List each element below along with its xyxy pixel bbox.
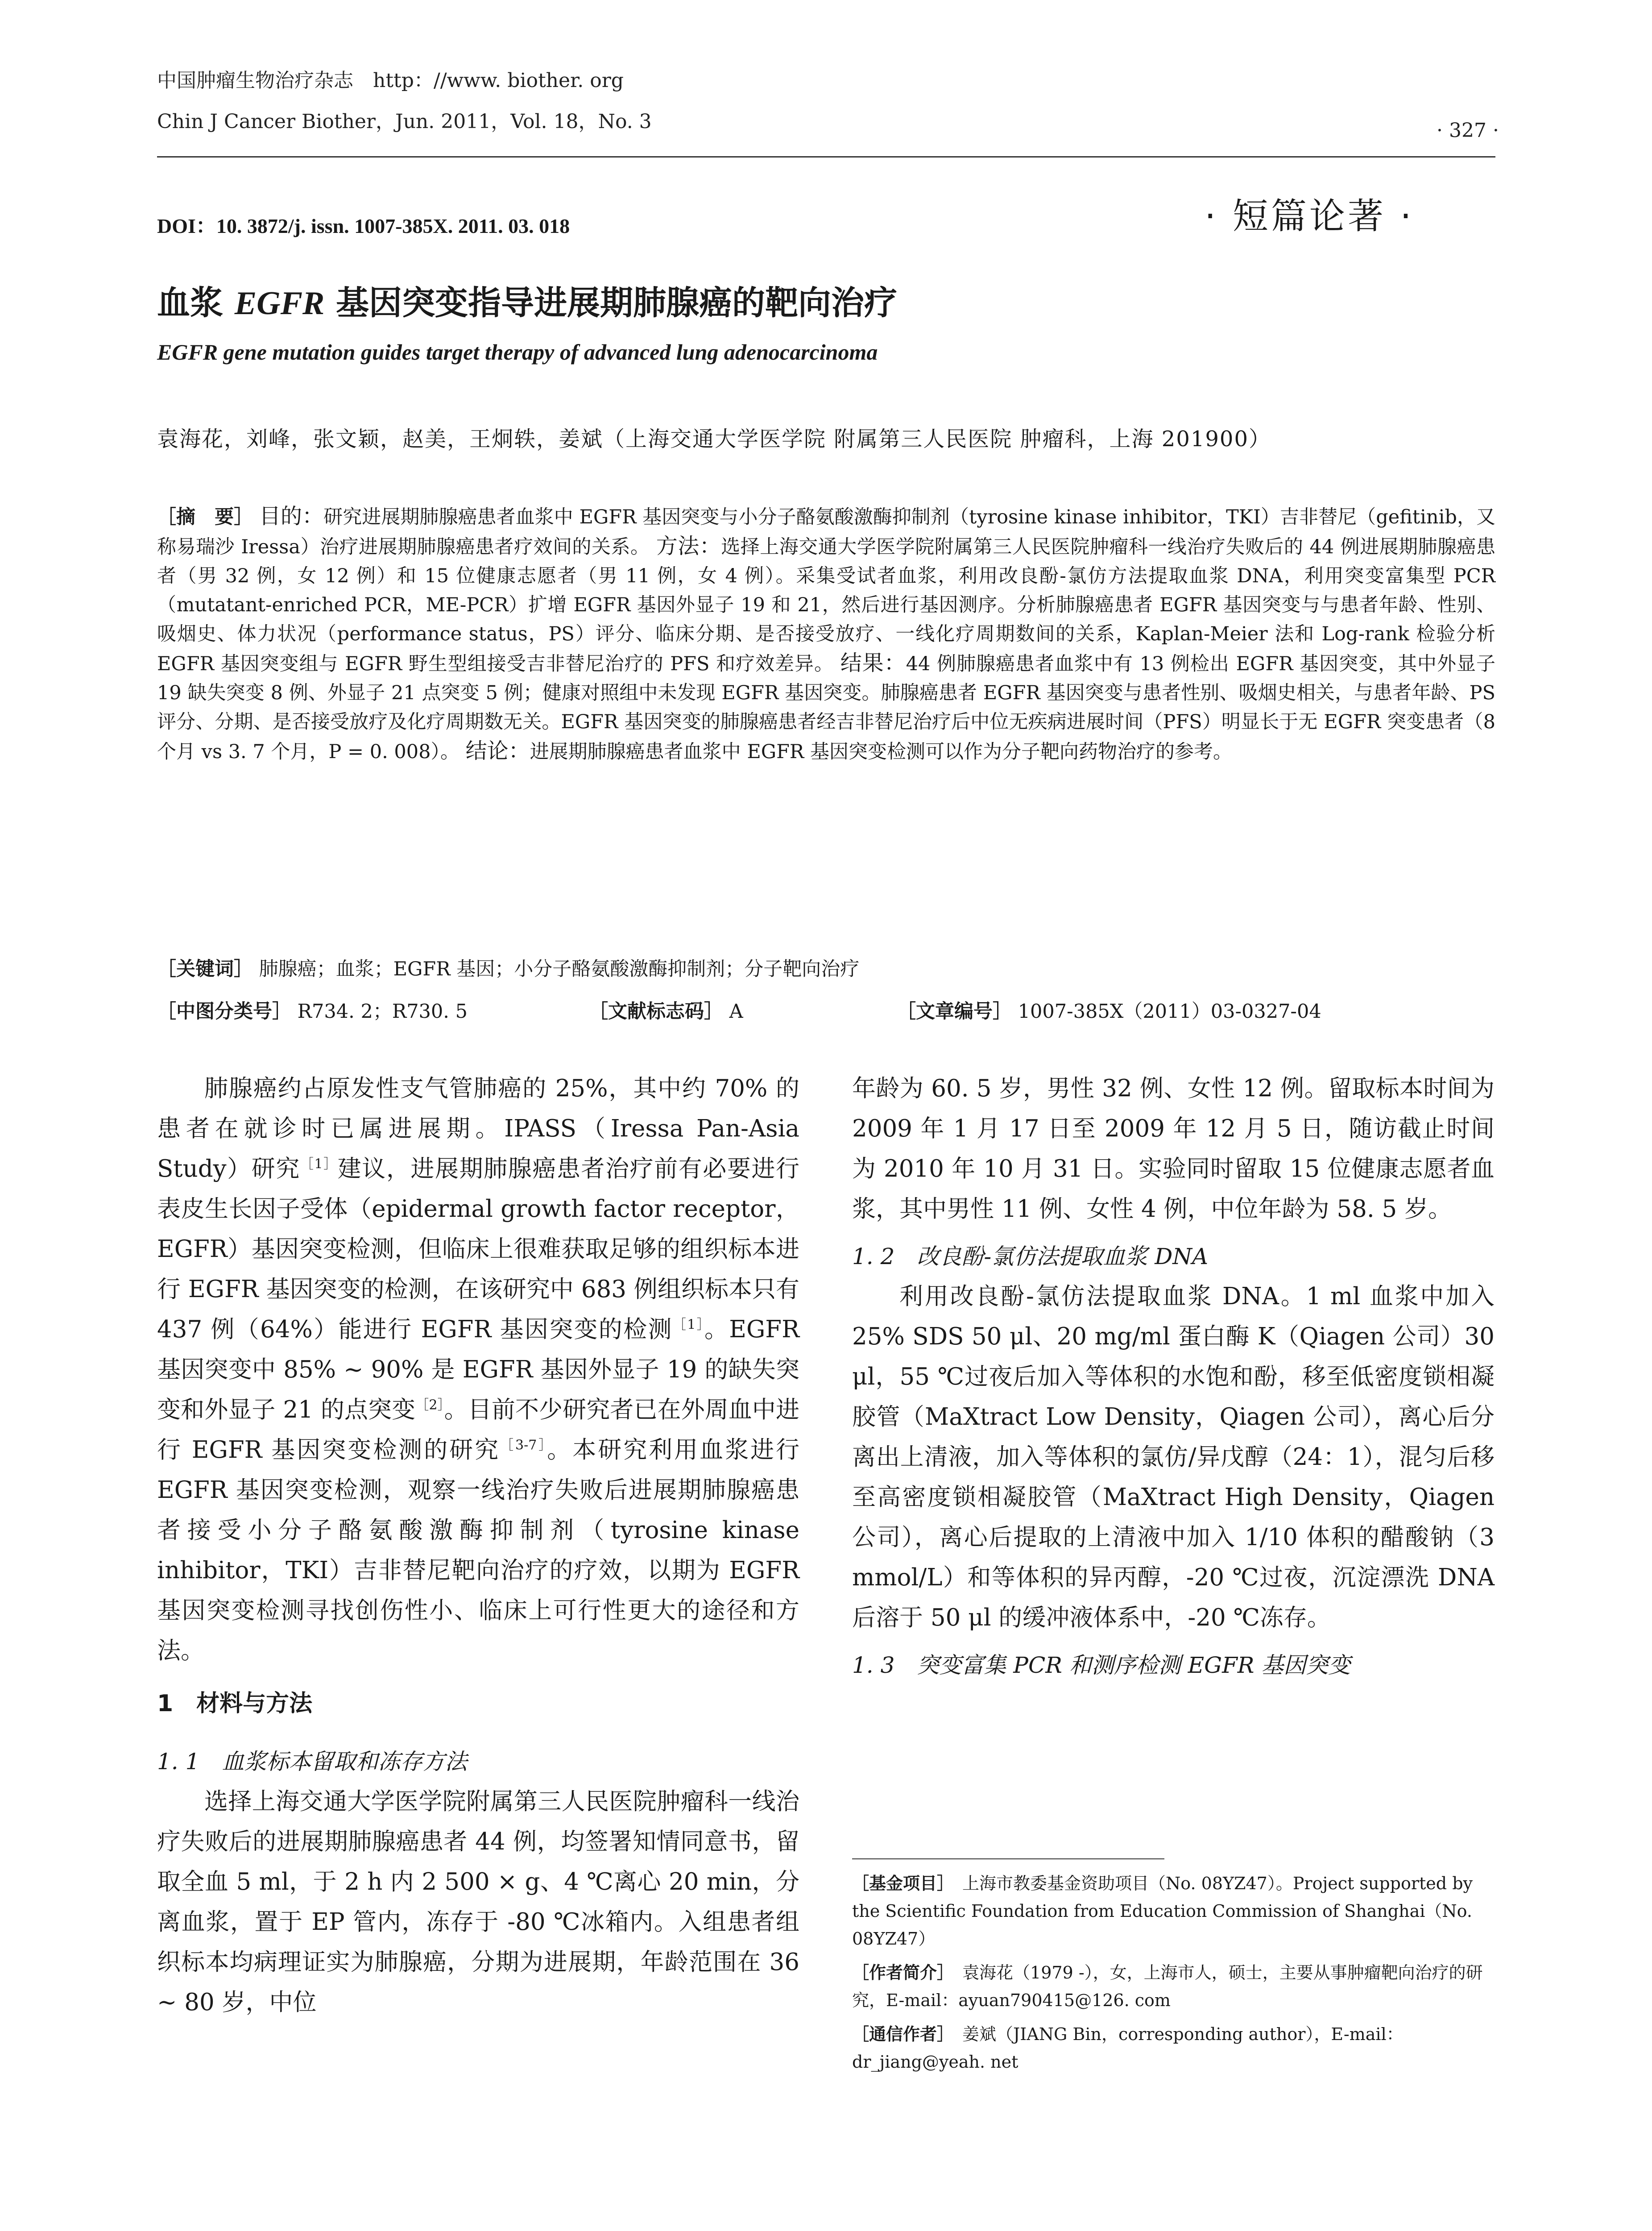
journal-header-cn: 中国肿瘤生物治疗杂志 http：//www. biother. org <box>157 69 624 92</box>
right-column <box>852 1069 1495 1685</box>
page-number: · 327 · <box>1437 119 1499 142</box>
corr-tag: ［通信作者］ <box>852 2024 946 2044</box>
title-cn-prefix: 血浆 <box>157 284 235 322</box>
section-badge: · 短篇论著 · <box>1205 195 1414 237</box>
ref-2: ［1］ <box>672 1317 704 1333</box>
keywords-tag: ［关键词］ <box>157 958 253 980</box>
paragraph-1-1-cont: 年龄为 60. 5 岁，男性 32 例、女性 12 例。留取标本时间为 2009 年 1 月 17 日至 2009 年 12 月 5 日，随访截止时间为 2010 年 10 月 31 日。实验同时留取 15 位健康志愿者血浆，其中男性 11 例、女性 4 例，中位年龄为 58. 5 岁。 <box>852 1075 1495 1223</box>
methods-label: 方法： <box>656 534 721 559</box>
authors: 袁海花，刘峰，张文颖，赵美，王炯轶，姜斌（上海交通大学医学院 附属第三人民医院 肿瘤科，上海 201900） <box>157 427 1271 452</box>
art-value: 1007-385X（2011）03-0327-04 <box>1018 1000 1321 1023</box>
ref-1: ［1］ <box>300 1156 338 1172</box>
intro-text-e: 。本研究利用血浆进行 EGFR 基因突变检测，观察一线治疗失败后进展期肺腺癌患者接受小分子酪氨酸激酶抑制剂（tyrosine kinase inhibitor，TKI）吉非替尼靶向治疗的疗效，以期为 EGFR 基因突变检测寻找创伤性小、临床上可行性更大的途径和方法。 <box>157 1436 800 1664</box>
keywords <box>157 955 1495 984</box>
intro-text-c: 。EGFR 基因突变中 85% ~ 90% 是 EGFR 基因外显子 19 的缺失突变和外显子 21 的点突变 <box>157 1316 799 1423</box>
results-label: 结果： <box>840 651 906 676</box>
fund-tag: ［基金项目］ <box>852 1874 946 1893</box>
author-tag: ［作者简介］ <box>852 1963 946 1982</box>
author-text: 袁海花（1979 -），女，上海市人，硕士，主要从事肿瘤靶向治疗的研究，E-mail：ayuan790415@126. com <box>852 1963 1483 2010</box>
ref-4: ［3-7］ <box>500 1437 547 1453</box>
abstract-results: 44 例肺腺癌患者血浆中有 13 例检出 EGFR 基因突变，其中外显子 19 缺失突变 8 例、外显子 21 点突变 5 例；健康对照组中未发现 EGFR 基因突变。肺腺癌患者 EGFR 基因突变与患者性别、吸烟史相关，与患者年龄、PS 评分、分期、是否接受放疗及化疗周期数无关。EGFR 基因突变的肺腺癌患者经吉非替尼治疗后中位无疾病进展时间（PFS）明显长于无 EGFR 突变患者（8 个月 vs 3. 7 个月，P = 0. 008）。 <box>157 653 1495 763</box>
abstract <box>157 502 1495 767</box>
paragraph-1-1: 选择上海交通大学医学院附属第三人民医院肿瘤科一线治疗失败后的进展期肺腺癌患者 44 例，均签署知情同意书，留取全血 5 ml，于 2 h 内 2 500 × g、4 ℃离心 20 min，分离血浆，置于 EP 管内，冻存于 -80 ℃冰箱内。入组患者组织标本均病理证实为肺腺癌，分期为进展期，年龄范围在 36 ~ 80 岁，中位 <box>157 1788 799 2016</box>
footnote-corresponding <box>852 2020 1495 2076</box>
section-heading-1-3: 1. 3 突变富集 PCR 和测序检测 EGFR 基因突变 <box>852 1652 1351 1678</box>
keywords-text: 肺腺癌；血浆；EGFR 基因；小分子酪氨酸激酶抑制剂；分子靶向治疗 <box>259 958 860 980</box>
intro-paragraph <box>157 1069 799 1671</box>
left-column <box>157 1069 799 2023</box>
conclusion-label: 结论： <box>465 738 530 763</box>
abstract-conclusion: 进展期肺腺癌患者血浆中 EGFR 基因突变检测可以作为分子靶向药物治疗的参考。 <box>530 741 1232 763</box>
page-title-en: EGFR gene mutation guides target therapy of advanced lung adenocarcinoma <box>157 340 878 365</box>
footnote-fund <box>852 1870 1495 1953</box>
header-rule <box>157 156 1495 158</box>
page-title-cn <box>157 277 897 324</box>
footnotes <box>852 1870 1495 2076</box>
paragraph-1-2: 利用改良酚-氯仿法提取血浆 DNA。1 ml 血浆中加入 25% SDS 50 μl、20 mg/ml 蛋白酶 K（Qiagen 公司）30 μl，55 ℃过夜后加入等体积的水饱和酚，移至低密度锁相凝胶管（MaXtract Low Density，Qiagen 公司），离心后分离出上清液，加入等体积的氯仿/异戊醇（24：1），混匀后移至高密度锁相凝胶管（MaXtract High Density，Qiagen 公司），离心后提取的上清液中加入 1/10 体积的醋酸钠（3 mmol/L）和等体积的异丙醇，-20 ℃过夜，沉淀漂洗 DNA 后溶于 50 μl 的缓冲液体系中，-20 ℃冻存。 <box>852 1283 1495 1631</box>
intro-text-b: 建议，进展期肺腺癌患者治疗前有必要进行表皮生长因子受体（epidermal growth factor receptor，EGFR）基因突变检测，但临床上很难获取足够的组织标本进行 EGFR 基因突变的检测，在该研究中 683 例组织标本只有 437 例（64%）能进行 EGFR 基因突变的检测 <box>157 1155 800 1343</box>
title-cn-gene: EGFR <box>234 285 325 322</box>
classification-clc <box>157 997 468 1026</box>
clc-value: R734. 2；R730. 5 <box>297 1000 468 1023</box>
classification-doc <box>589 997 743 1026</box>
corr-text: 姜斌（JIANG Bin，corresponding author），E-mail：dr_jiang@yeah. net <box>852 2024 1404 2072</box>
abstract-methods: 选择上海交通大学医学院附属第三人民医院肿瘤科一线治疗失败后的 44 例进展期肺腺癌患者（男 32 例，女 12 例）和 15 位健康志愿者（男 11 例，女 4 例）。采集受试者血浆，利用改良酚-氯仿方法提取血浆 DNA，利用突变富集型 PCR（mutatant-enriched PCR，ME-PCR）扩增 EGFR 基因外显子 19 和 21，然后进行基因测序。分析肺腺癌患者 EGFR 基因突变与与患者年龄、性别、吸烟史、体力状况（performance status，PS）评分、临床分期、是否接受放疗、一线化疗周期数间的关系，Kaplan-Meier 法和 Log-rank 检验分析 EGFR 基因突变组与 EGFR 野生型组接受吉非替尼治疗的 PFS 和疗效差异。 <box>157 536 1495 675</box>
intro-text-a: 肺腺癌约占原发性支气管肺癌的 25%，其中约 70% 的患者在就诊时已属进展期。IPASS（Iressa Pan-Asia Study）研究 <box>157 1075 799 1182</box>
doi: DOI：10. 3872/j. issn. 1007-385X. 2011. 03. 018 <box>157 215 570 237</box>
intro-text-d: 。目前不少研究者已在外周血中进行 EGFR 基因突变检测的研究 <box>157 1396 800 1464</box>
fund-text: 上海市教委基金资助项目（No. 08YZ47）。Project supported by the Scientific Foundation from Education Commission of Shanghai（No. 08YZ47） <box>852 1874 1473 1949</box>
doc-tag: ［文献标志码］ <box>589 1000 723 1023</box>
footnote-author <box>852 1959 1495 2014</box>
abstract-tag: ［摘 要］ <box>157 506 253 528</box>
title-cn-suffix: 基因突变指导进展期肺腺癌的靶向治疗 <box>324 284 898 322</box>
objective-label: 目的： <box>259 504 324 529</box>
doc-value: A <box>729 1000 743 1023</box>
section-heading-1-1: 1. 1 血浆标本留取和冻存方法 <box>157 1749 468 1775</box>
classification-art <box>897 997 1321 1026</box>
ref-3: ［2］ <box>415 1397 444 1413</box>
footnote-rule <box>852 1858 1164 1859</box>
abstract-objective: 研究进展期肺腺癌患者血浆中 EGFR 基因突变与小分子酪氨酸激酶抑制剂（tyrosine kinase inhibitor，TKI）吉非替尼（gefitinib，又称易瑞沙 Iressa）治疗进展期肺腺癌患者疗效间的关系。 <box>157 506 1495 558</box>
journal-header-en: Chin J Cancer Biother，Jun. 2011，Vol. 18，No. 3 <box>157 110 652 133</box>
art-tag: ［文章编号］ <box>897 1000 1012 1023</box>
section-heading-1-2: 1. 2 改良酚-氯仿法提取血浆 DNA <box>852 1244 1209 1269</box>
section-heading-1: 1 材料与方法 <box>157 1690 313 1717</box>
clc-tag: ［中图分类号］ <box>157 1000 291 1023</box>
